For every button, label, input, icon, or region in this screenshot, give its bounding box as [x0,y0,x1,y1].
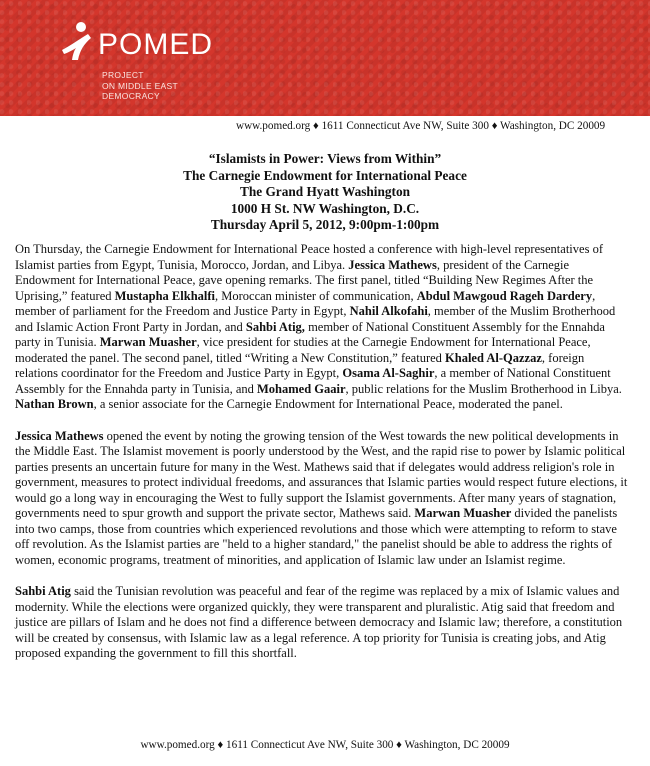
text-run: member of National Constituent Assembly for the Ennahda party in Tunisia. [15,319,605,349]
speaker-name: Nahil Alkofahi [349,304,428,318]
speaker-name: Sahbi Atig, [245,319,305,334]
text-run: , Moroccan minister of communication, [215,288,417,303]
text-run: , foreign relations coordinator for the Freedom and Justice Party in Egypt, [15,350,585,380]
speaker-name: Mustapha Elkhalfi [114,288,216,303]
pomed-logo-icon [58,20,96,68]
text-run: , a senior associate for the Carnegie Endowment for International Peace, moderated the panel. [93,397,563,411]
event-title-block [0,151,650,234]
paragraph-atig [15,584,630,662]
text-run: , a member of National Constituent Assembly for the Ennahda party in Tunisia, and [15,366,611,396]
brand-subtitle [102,70,178,102]
speaker-name: Jessica Mathews [15,428,104,443]
event-venue: The Grand Hyatt Washington [239,184,411,199]
text-run: , president of the Carnegie Endowment for International Peace, gave opening remarks. The first panel, titled “Building New Regimes After the Uprising,” featured [15,257,594,303]
text-run: opened the event by noting the growing tension of the West towards the new political developments in the Middle East. The Islamist movement is poorly understood by the West, and the rapid rise to power by Islamic political parties presents an uncertain future for many in the West. Mathews said that if delegates would address religion's role in government, measures to protect individual freedoms, and assurances that Islamic parties would respect future elections, it would go a long way in encouraging the West to fully support the Islamist governments. After many years of stagnation, governments need to spur growth and support the private sector, Mathews said. [15,428,628,520]
speaker-name: Abdul Mawgoud Rageh Dardery [416,288,593,303]
text-run: divided the panelists into two camps, those from countries which experienced revolutions and those which were attempting to reform to stave off revolution. As the Islamist parties are "held to a higher standard," the panelist should be able to address the rights of women, economic programs, treatment of minorities, and application of Islamic law under an Islamist regime. [15,506,618,567]
event-street: 1000 H St. NW Washington, D.C. [230,200,420,216]
article-body [15,242,630,678]
speaker-name: Marwan Muasher [99,335,197,349]
brand-subtitle-line: ON MIDDLE EAST [102,80,178,91]
speaker-name: Khaled Al-Qazzaz [445,350,542,365]
event-datetime: Thursday April 5, 2012, 9:00pm-1:00pm [210,217,440,232]
speaker-name: Sahbi Atig [15,584,71,598]
speaker-name: Marwan Muasher [414,506,512,520]
text-run: , vice president for studies at the Carnegie Endowment for International Peace, moderated the panel. The second panel, titled “Writing a New Constitution,” featured [15,335,591,365]
event-host: The Carnegie Endowment for International Peace [183,167,467,183]
brand-subtitle-line: PROJECT [102,70,144,80]
footer-address: www.pomed.org ♦ 1611 Connecticut Ave NW, Suite 300 ♦ Washington, DC 20009 [140,739,510,751]
brand-name: POMED [98,28,214,61]
paragraph-mathews [15,429,630,569]
speaker-name: Mohamed Gaair [257,381,346,396]
speaker-name: Osama Al-Saghir [342,366,435,380]
event-title: “Islamists in Power: Views from Within” [208,151,442,166]
text-run: , member of the Muslim Brotherhood and Islamic Action Front Party in Jordan, and [15,304,616,334]
header-banner [0,0,650,116]
brand-subtitle-line: DEMOCRACY [102,91,160,101]
text-run: On Thursday, the Carnegie Endowment for International Peace hosted a conference with high-level representatives of Islamist parties from Egypt, Tunisia, Morocco, Jordan, and Libya. [15,242,603,272]
speaker-name: Nathan Brown [15,397,94,411]
header-address: www.pomed.org ♦ 1611 Connecticut Ave NW, Suite 300 ♦ Washington, DC 20009 [236,120,606,132]
text-run: , public relations for the Muslim Brotherhood in Libya. [345,381,622,396]
text-run: said the Tunisian revolution was peaceful and fear of the regime was replaced by a mix of Islamic values and modernity. While the elections were organized quickly, they were transparent and pluralistic. Atig said that freedom and justice are pillars of Islam and he does not find a difference between democracy and Islamic law; therefore, a constitution will be created by consensus, with Islamic law as a legal reference. A top priority for Tunisia is creating jobs, and Atig proposed expanding the government to fill this shortfall. [15,584,623,660]
text-run: , member of parliament for the Freedom and Justice Party in Egypt, [15,288,596,318]
paragraph-intro [15,242,630,413]
speaker-name: Jessica Mathews [348,257,437,272]
